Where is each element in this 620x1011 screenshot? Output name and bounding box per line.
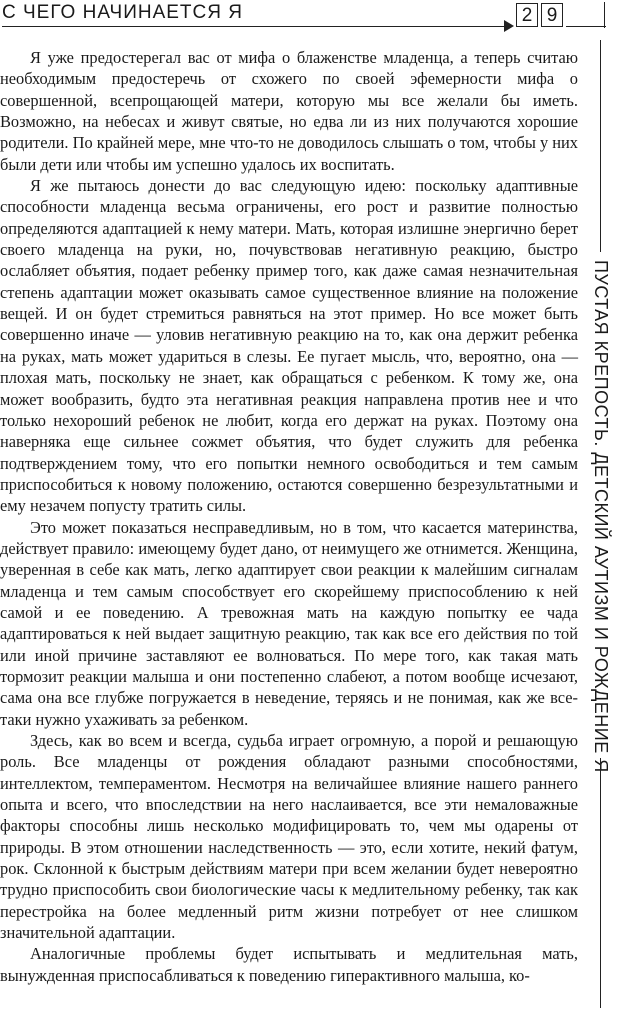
header-right-corner (604, 2, 605, 28)
side-book-title: ПУСТАЯ КРЕПОСТЬ. ДЕТСКИЙ АУТИЗМ И РОЖДЕНИЕ Я (591, 260, 611, 773)
side-rule-top (600, 40, 601, 252)
paragraph: Я уже предостерегал вас от мифа о блаженстве младенца, а теперь считаю необходимым предостеречь от схожего по своей эфемерности мифа о совершенной, всепрощающей матери, которую мы все желали бы иметь. Возможно, на небесах и живут святые, но едва ли из них получаются хорошие родители. По крайней мере, мне что-то не доводилось слышать о том, чтобы у них были дети или чтобы им успешно удалось их воспитать. (0, 48, 578, 174)
header-right-rule (566, 26, 606, 27)
paragraph: Я же пытаюсь донести до вас следующую идею: поскольку адаптивные способности младенца весьма ограничены, его рост и развитие полностью определяются адаптацией к нему матери. Мать, которая излишне энергично берет своего младенца на руки, но, почувствовав негативную реакцию, быстро ослабляет объятия, подает ребенку пример того, как даже самая незначительная степень адаптации может оказывать самое существенное влияние на положение вещей. И он будет стремиться равняться на этот пример. Но все может быть совершенно иначе — уловив негативную реакцию на то, как она держит ребенка на руках, мать может удариться в слезы. Ее пугает мысль, что, вероятно, она — плохая мать, поскольку не знает, как обращаться с ребенком. К тому же, она может вообразить, будто эта негативная реакция направлена против нее и что только нехороший ребенок не любит, когда его держат на руках. Поэтому она наверняка еще сильнее сожмет объятия, что будет служить для ребенка подтверждением тому, что его попытки немного освободиться и тем самым приспособиться к новому положению, остаются совершенно безрезультатными и ему незачем попусту тратить силы. (0, 176, 578, 516)
page-number (516, 3, 566, 27)
header-arrow-icon (504, 20, 514, 32)
paragraph: Аналогичные проблемы будет испытывать и медлительная мать, вынужденная приспосабливаться к поведению гиперактивного малыша, ко- (0, 944, 578, 985)
paragraph: Это может показаться несправедливым, но в том, что касается материнства, действует правило: имеющему будет дано, от неимущего же отнимется. Женщина, уверенная в себе как мать, легко адаптирует свои реакции к малейшим сигналам младенца и тем самым способствует его скорейшему приспособлению к ней самой и ее поведению. А тревожная мать на каждую попытку ее чада адаптироваться к ней выдает защитную реакцию, так как все его действия по той или иной причине заставляют ее волноваться. По мере того, как такая мать тормозит реакции малыша и они постепенно слабеют, а потом вообще исчезают, сама она все глубже погружается в неведение, теряясь и не понимая, как же все-таки нужно ухаживать за ребенком. (0, 517, 578, 729)
paragraph: Здесь, как во всем и всегда, судьба играет огромную, а порой и решающую роль. Все младенцы от рождения обладают разными способностями, интеллектом, темпераментом. Несмотря на величайшее влияние нашего раннего опыта и всего, что впоследствии на него наслаивается, все эти немаловажные факторы способны лишь несколько модифицировать то, чем мы одарены от природы. В этом отношении наследственность — это, если хотите, некий фатум, рок. Склонной к быстрым действиям матери при всем желании будет невероятно трудно приспособить свои биологические часы к медлительному ребенку, так как перестройка на более медленный ритм жизни потребует от нее слишком значительной адаптации. (0, 731, 578, 943)
header-rule (2, 26, 512, 27)
side-rule-bottom (600, 758, 601, 1008)
running-head: С ЧЕГО НАЧИНАЕТСЯ Я (2, 2, 243, 23)
body-text (0, 47, 578, 986)
page-number-digit: 2 (516, 3, 538, 27)
page-number-digit: 9 (541, 3, 563, 27)
